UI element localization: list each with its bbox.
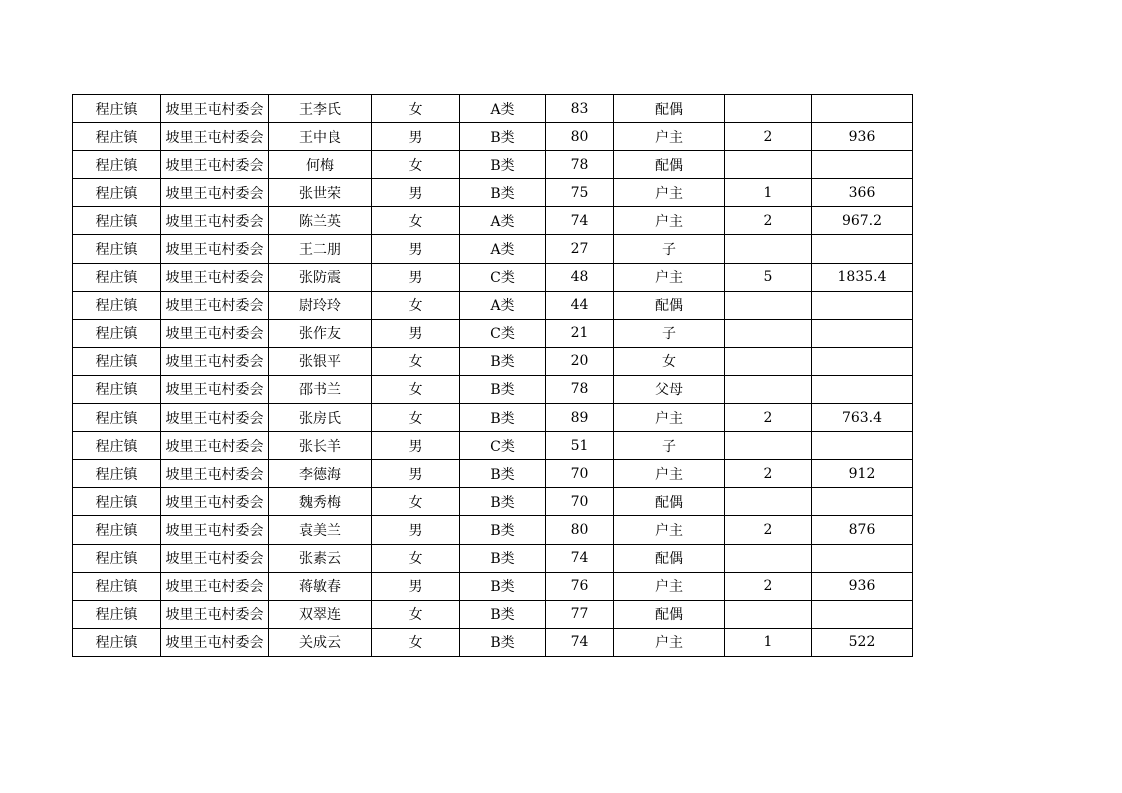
category-cell: B类 [460, 516, 546, 544]
table-row [73, 123, 913, 151]
amount-cell [812, 151, 913, 179]
name-cell: 张银平 [269, 347, 372, 375]
gender-cell: 男 [372, 319, 460, 347]
category-cell: B类 [460, 488, 546, 516]
category-cell: B类 [460, 375, 546, 403]
age-cell: 89 [546, 404, 614, 432]
village-cell: 坡里王屯村委会 [161, 207, 269, 235]
gender-cell: 男 [372, 572, 460, 600]
town-cell: 程庄镇 [73, 291, 161, 319]
age-cell: 77 [546, 600, 614, 628]
village-cell: 坡里王屯村委会 [161, 179, 269, 207]
gender-cell: 男 [372, 179, 460, 207]
name-cell: 王二朋 [269, 235, 372, 263]
amount-cell: 876 [812, 516, 913, 544]
age-cell: 80 [546, 123, 614, 151]
village-cell: 坡里王屯村委会 [161, 235, 269, 263]
relation-cell: 户主 [614, 460, 725, 488]
gender-cell: 女 [372, 488, 460, 516]
table-row [73, 347, 913, 375]
household-count-cell [725, 600, 812, 628]
town-cell: 程庄镇 [73, 432, 161, 460]
amount-cell [812, 347, 913, 375]
table-row [73, 263, 913, 291]
household-count-cell [725, 235, 812, 263]
name-cell: 张房氏 [269, 404, 372, 432]
village-cell: 坡里王屯村委会 [161, 375, 269, 403]
category-cell: B类 [460, 151, 546, 179]
household-count-cell: 2 [725, 207, 812, 235]
age-cell: 74 [546, 544, 614, 572]
data-table [72, 94, 913, 657]
town-cell: 程庄镇 [73, 95, 161, 123]
table-row [73, 516, 913, 544]
relation-cell: 女 [614, 347, 725, 375]
category-cell: B类 [460, 572, 546, 600]
table-row [73, 95, 913, 123]
household-count-cell [725, 544, 812, 572]
name-cell: 袁美兰 [269, 516, 372, 544]
relation-cell: 户主 [614, 179, 725, 207]
village-cell: 坡里王屯村委会 [161, 460, 269, 488]
town-cell: 程庄镇 [73, 151, 161, 179]
relation-cell: 配偶 [614, 488, 725, 516]
category-cell: A类 [460, 291, 546, 319]
village-cell: 坡里王屯村委会 [161, 347, 269, 375]
gender-cell: 女 [372, 151, 460, 179]
table-row [73, 600, 913, 628]
town-cell: 程庄镇 [73, 319, 161, 347]
table-row [73, 572, 913, 600]
town-cell: 程庄镇 [73, 544, 161, 572]
household-count-cell: 2 [725, 516, 812, 544]
category-cell: A类 [460, 207, 546, 235]
gender-cell: 男 [372, 460, 460, 488]
name-cell: 邵书兰 [269, 375, 372, 403]
village-cell: 坡里王屯村委会 [161, 628, 269, 656]
table-row [73, 235, 913, 263]
age-cell: 70 [546, 488, 614, 516]
amount-cell [812, 544, 913, 572]
village-cell: 坡里王屯村委会 [161, 572, 269, 600]
gender-cell: 女 [372, 544, 460, 572]
household-count-cell: 2 [725, 460, 812, 488]
category-cell: B类 [460, 123, 546, 151]
town-cell: 程庄镇 [73, 600, 161, 628]
amount-cell: 763.4 [812, 404, 913, 432]
household-count-cell [725, 488, 812, 516]
village-cell: 坡里王屯村委会 [161, 151, 269, 179]
age-cell: 27 [546, 235, 614, 263]
village-cell: 坡里王屯村委会 [161, 319, 269, 347]
name-cell: 张长羊 [269, 432, 372, 460]
household-count-cell [725, 291, 812, 319]
gender-cell: 男 [372, 263, 460, 291]
age-cell: 70 [546, 460, 614, 488]
household-count-cell: 2 [725, 572, 812, 600]
age-cell: 78 [546, 151, 614, 179]
gender-cell: 女 [372, 375, 460, 403]
household-count-cell: 5 [725, 263, 812, 291]
gender-cell: 女 [372, 95, 460, 123]
age-cell: 48 [546, 263, 614, 291]
amount-cell: 936 [812, 123, 913, 151]
amount-cell: 366 [812, 179, 913, 207]
gender-cell: 男 [372, 516, 460, 544]
village-cell: 坡里王屯村委会 [161, 95, 269, 123]
category-cell: B类 [460, 347, 546, 375]
name-cell: 双翠连 [269, 600, 372, 628]
gender-cell: 女 [372, 404, 460, 432]
table-row [73, 207, 913, 235]
relation-cell: 户主 [614, 123, 725, 151]
age-cell: 74 [546, 628, 614, 656]
amount-cell: 936 [812, 572, 913, 600]
name-cell: 张素云 [269, 544, 372, 572]
name-cell: 王中良 [269, 123, 372, 151]
relation-cell: 户主 [614, 628, 725, 656]
category-cell: B类 [460, 179, 546, 207]
relation-cell: 子 [614, 319, 725, 347]
household-count-cell [725, 319, 812, 347]
gender-cell: 女 [372, 600, 460, 628]
table-row [73, 151, 913, 179]
gender-cell: 女 [372, 347, 460, 375]
relation-cell: 户主 [614, 404, 725, 432]
category-cell: B类 [460, 544, 546, 572]
category-cell: A类 [460, 235, 546, 263]
household-count-cell: 1 [725, 628, 812, 656]
relation-cell: 户主 [614, 516, 725, 544]
age-cell: 20 [546, 347, 614, 375]
relation-cell: 子 [614, 432, 725, 460]
amount-cell [812, 488, 913, 516]
name-cell: 尉玲玲 [269, 291, 372, 319]
relation-cell: 配偶 [614, 600, 725, 628]
town-cell: 程庄镇 [73, 235, 161, 263]
household-count-cell [725, 347, 812, 375]
name-cell: 陈兰英 [269, 207, 372, 235]
town-cell: 程庄镇 [73, 123, 161, 151]
age-cell: 78 [546, 375, 614, 403]
village-cell: 坡里王屯村委会 [161, 123, 269, 151]
relation-cell: 户主 [614, 207, 725, 235]
village-cell: 坡里王屯村委会 [161, 263, 269, 291]
amount-cell [812, 432, 913, 460]
category-cell: C类 [460, 263, 546, 291]
age-cell: 76 [546, 572, 614, 600]
village-cell: 坡里王屯村委会 [161, 432, 269, 460]
household-count-cell: 2 [725, 123, 812, 151]
amount-cell [812, 95, 913, 123]
village-cell: 坡里王屯村委会 [161, 291, 269, 319]
table-row [73, 432, 913, 460]
name-cell: 蒋敏春 [269, 572, 372, 600]
gender-cell: 男 [372, 123, 460, 151]
table-row [73, 291, 913, 319]
gender-cell: 男 [372, 235, 460, 263]
name-cell: 魏秀梅 [269, 488, 372, 516]
amount-cell: 967.2 [812, 207, 913, 235]
table-row [73, 404, 913, 432]
amount-cell [812, 600, 913, 628]
gender-cell: 女 [372, 207, 460, 235]
name-cell: 张作友 [269, 319, 372, 347]
town-cell: 程庄镇 [73, 628, 161, 656]
table-body [73, 95, 913, 657]
village-cell: 坡里王屯村委会 [161, 404, 269, 432]
relation-cell: 子 [614, 235, 725, 263]
name-cell: 王李氏 [269, 95, 372, 123]
household-count-cell [725, 432, 812, 460]
category-cell: B类 [460, 628, 546, 656]
name-cell: 张世荣 [269, 179, 372, 207]
name-cell: 关成云 [269, 628, 372, 656]
town-cell: 程庄镇 [73, 488, 161, 516]
relation-cell: 户主 [614, 263, 725, 291]
village-cell: 坡里王屯村委会 [161, 600, 269, 628]
household-count-cell [725, 95, 812, 123]
household-count-cell: 1 [725, 179, 812, 207]
amount-cell: 522 [812, 628, 913, 656]
town-cell: 程庄镇 [73, 516, 161, 544]
gender-cell: 男 [372, 432, 460, 460]
town-cell: 程庄镇 [73, 404, 161, 432]
town-cell: 程庄镇 [73, 460, 161, 488]
gender-cell: 女 [372, 628, 460, 656]
gender-cell: 女 [372, 291, 460, 319]
table-row [73, 375, 913, 403]
amount-cell: 1835.4 [812, 263, 913, 291]
category-cell: B类 [460, 460, 546, 488]
relation-cell: 配偶 [614, 95, 725, 123]
village-cell: 坡里王屯村委会 [161, 544, 269, 572]
age-cell: 21 [546, 319, 614, 347]
name-cell: 何梅 [269, 151, 372, 179]
table-row [73, 544, 913, 572]
category-cell: C类 [460, 319, 546, 347]
town-cell: 程庄镇 [73, 375, 161, 403]
household-count-cell: 2 [725, 404, 812, 432]
table-row [73, 319, 913, 347]
village-cell: 坡里王屯村委会 [161, 516, 269, 544]
category-cell: A类 [460, 95, 546, 123]
town-cell: 程庄镇 [73, 179, 161, 207]
amount-cell [812, 291, 913, 319]
age-cell: 44 [546, 291, 614, 319]
name-cell: 张防震 [269, 263, 372, 291]
relation-cell: 配偶 [614, 544, 725, 572]
category-cell: B类 [460, 600, 546, 628]
age-cell: 51 [546, 432, 614, 460]
household-count-cell [725, 151, 812, 179]
amount-cell [812, 235, 913, 263]
town-cell: 程庄镇 [73, 207, 161, 235]
category-cell: C类 [460, 432, 546, 460]
name-cell: 李德海 [269, 460, 372, 488]
town-cell: 程庄镇 [73, 263, 161, 291]
age-cell: 74 [546, 207, 614, 235]
table-row [73, 460, 913, 488]
age-cell: 83 [546, 95, 614, 123]
town-cell: 程庄镇 [73, 347, 161, 375]
household-count-cell [725, 375, 812, 403]
category-cell: B类 [460, 404, 546, 432]
amount-cell: 912 [812, 460, 913, 488]
relation-cell: 父母 [614, 375, 725, 403]
amount-cell [812, 375, 913, 403]
relation-cell: 户主 [614, 572, 725, 600]
age-cell: 80 [546, 516, 614, 544]
relation-cell: 配偶 [614, 151, 725, 179]
relation-cell: 配偶 [614, 291, 725, 319]
village-cell: 坡里王屯村委会 [161, 488, 269, 516]
table-row [73, 179, 913, 207]
age-cell: 75 [546, 179, 614, 207]
table-row [73, 628, 913, 656]
amount-cell [812, 319, 913, 347]
table-row [73, 488, 913, 516]
town-cell: 程庄镇 [73, 572, 161, 600]
